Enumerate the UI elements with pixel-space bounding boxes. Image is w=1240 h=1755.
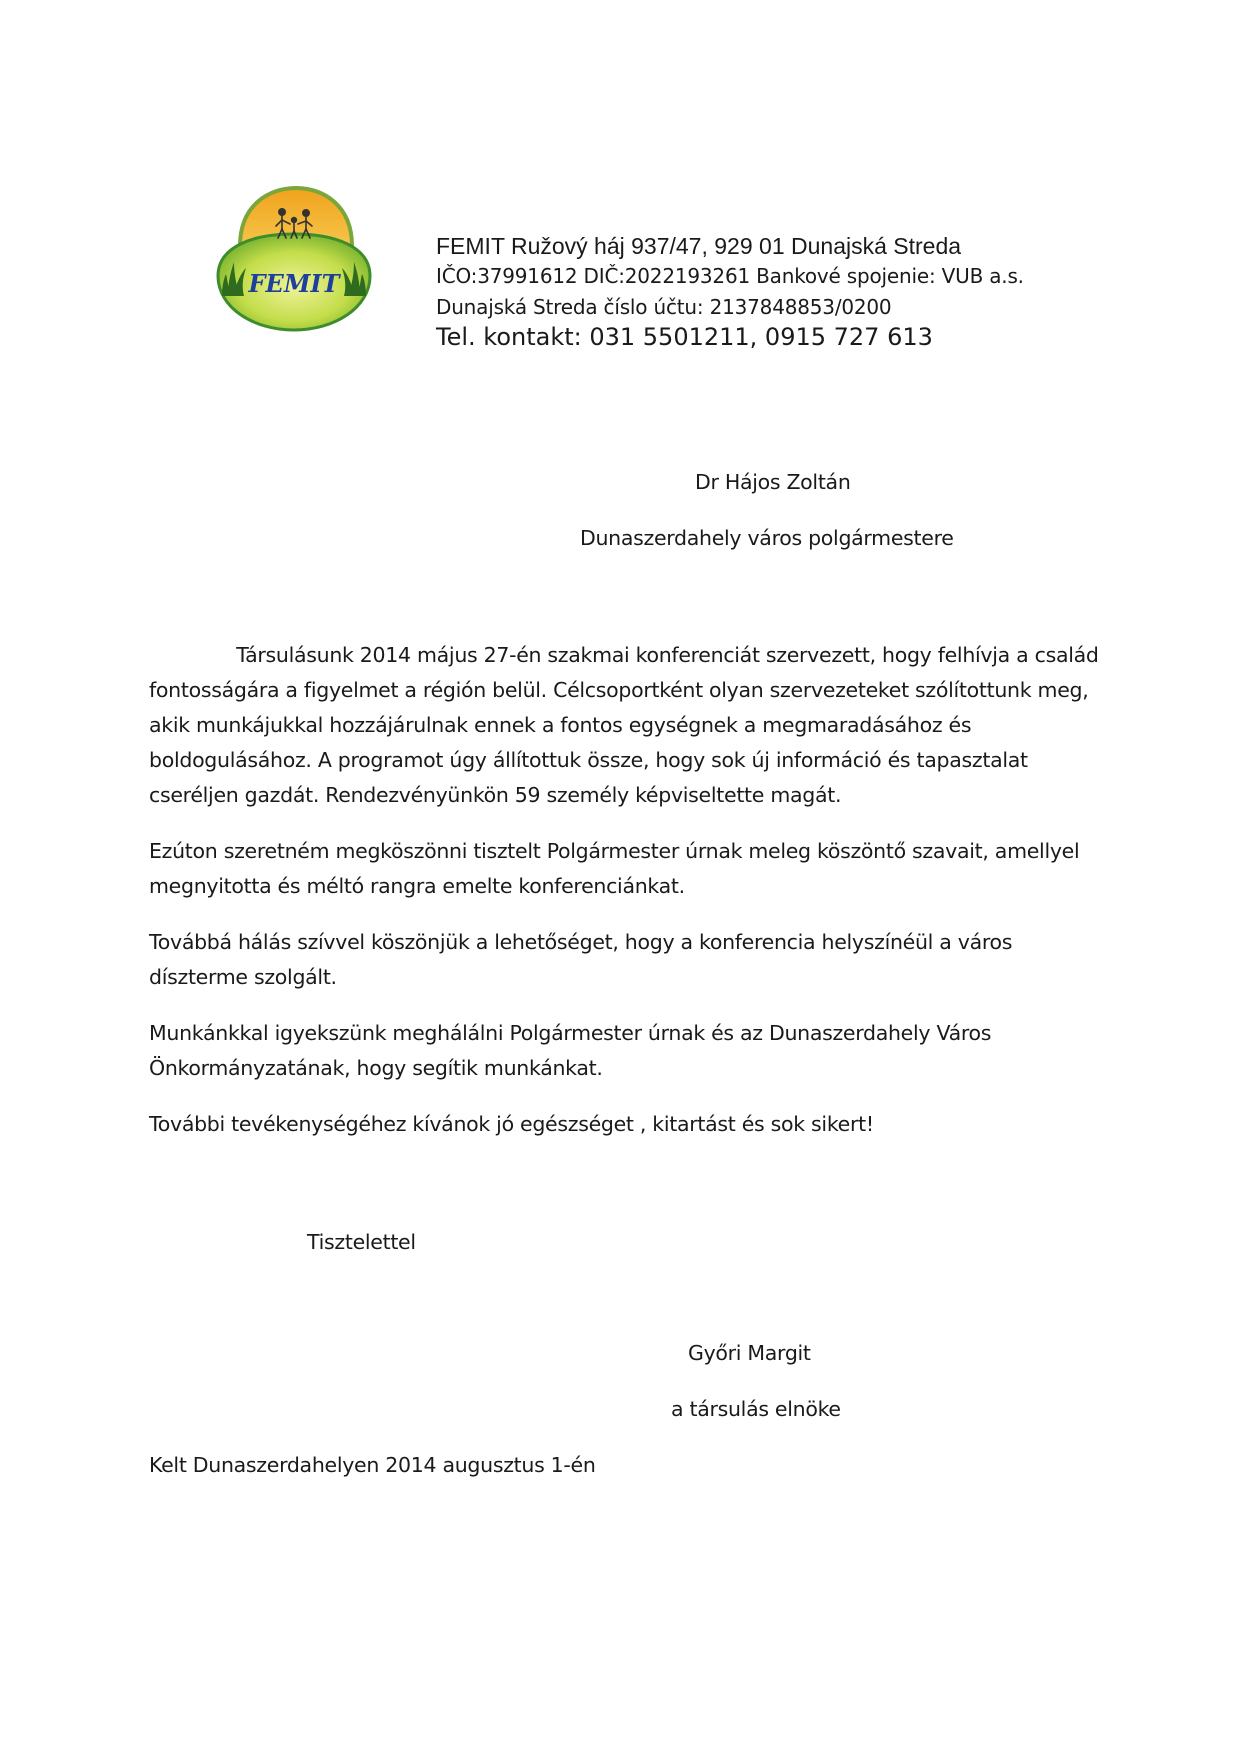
paragraph-line: Ezúton szeretném megköszönni tisztelt Polgármester úrnak meleg köszöntő szavait, amellyel bbox=[149, 839, 1080, 863]
paragraph-line: További tevékenységéhez kívánok jó egészséget , kitartást és sok sikert! bbox=[149, 1112, 874, 1136]
paragraph-2 bbox=[149, 834, 1109, 904]
letterhead-address: FEMIT Ružový háj 937/47, 929 01 Dunajská Streda bbox=[436, 233, 962, 259]
paragraph-line: Munkánkkal igyekszünk meghálálni Polgármester úrnak és az Dunaszerdahely Város bbox=[149, 1021, 992, 1045]
paragraph-line: Továbbá hálás szívvel köszönjük a lehetőséget, hogy a konferencia helyszínéül a város bbox=[149, 930, 1013, 954]
recipient-name: Dr Hájos Zoltán bbox=[695, 470, 851, 494]
femit-logo bbox=[214, 184, 374, 340]
paragraph-5 bbox=[149, 1107, 1109, 1142]
signer-title: a társulás elnöke bbox=[671, 1397, 841, 1421]
paragraph-line: boldogulásához. A programot úgy állítottuk össze, hogy sok új információ és tapasztalat bbox=[149, 748, 1028, 772]
letterhead-account: Dunajská Streda číslo účtu: 2137848853/0200 bbox=[436, 295, 892, 319]
paragraph-line: Társulásunk 2014 május 27-én szakmai konferenciát szervezett, hogy felhívja a család bbox=[199, 643, 1099, 667]
paragraph-3 bbox=[149, 925, 1109, 995]
logo-text: FEMIT bbox=[248, 269, 340, 298]
paragraph-line: fontosságára a figyelmet a régión belül. Célcsoportként olyan szervezeteket szólítottunk meg, bbox=[149, 678, 1089, 702]
closing-greeting: Tisztelettel bbox=[307, 1230, 416, 1254]
recipient-title: Dunaszerdahely város polgármestere bbox=[580, 526, 954, 550]
signer-name: Győri Margit bbox=[688, 1341, 811, 1365]
paragraph-1 bbox=[149, 638, 1109, 813]
paragraph-line: akik munkájukkal hozzájárulnak ennek a fontos egységnek a megmaradásához és bbox=[149, 713, 972, 737]
paragraph-4 bbox=[149, 1016, 1109, 1086]
paragraph-line: megnyitotta és méltó rangra emelte konferenciánkat. bbox=[149, 874, 685, 898]
paragraph-line: díszterme szolgált. bbox=[149, 965, 337, 989]
date-line: Kelt Dunaszerdahelyen 2014 augusztus 1-én bbox=[149, 1453, 596, 1477]
letterhead-phone: Tel. kontakt: 031 5501211, 0915 727 613 bbox=[436, 323, 933, 351]
paragraph-line: cseréljen gazdát. Rendezvényünkön 59 személy képviseltette magát. bbox=[149, 783, 842, 807]
letterhead-ids: IČO:37991612 DIČ:2022193261 Bankové spojenie: VUB a.s. bbox=[436, 264, 1024, 288]
paragraph-line: Önkormányzatának, hogy segítik munkánkat. bbox=[149, 1056, 603, 1080]
